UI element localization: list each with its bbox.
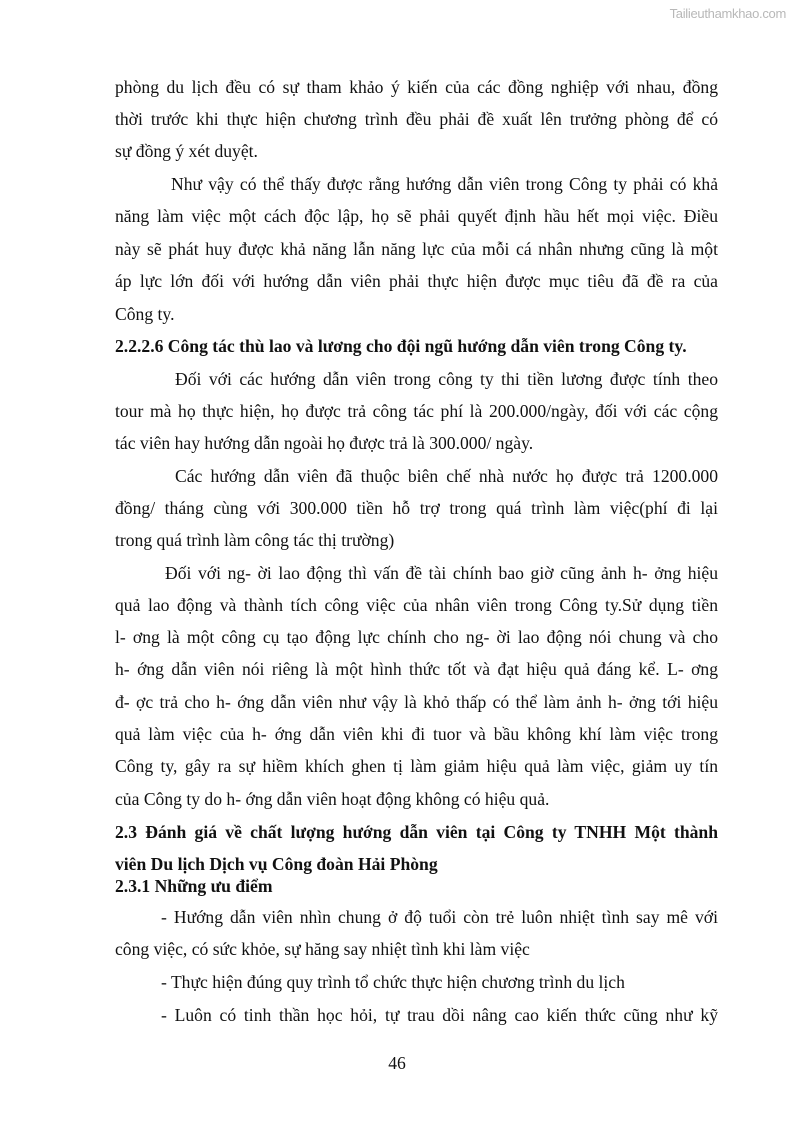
text-line: năng làm việc một cách độc lập, họ sẽ phải quyết định hầu hết mọi việc. Điều: [115, 206, 718, 226]
text-line: quả làm việc của h- ớng dẫn viên khi đi tuor và bầu không khí làm việc trong: [115, 724, 718, 744]
text-line: đ- ợc trả cho h- ớng dẫn viên như vậy là khỏ thấp có thể làm ảnh h- ởng tới hiệu: [115, 692, 718, 712]
section-heading-line: 2.2.2.6 Công tác thù lao và lương cho đội ngũ hướng dẫn viên trong Công ty.: [115, 336, 687, 356]
text-line: tác viên hay hướng dẫn ngoài họ được trả là 300.000/ ngày.: [115, 433, 534, 453]
text-line: phòng du lịch đều có sự tham khảo ý kiến của các đồng nghiệp với nhau, đồng: [115, 77, 718, 97]
section-heading-line: 2.3 Đánh giá về chất lượng hướng dẫn viên tại Công ty TNHH Một thành: [115, 822, 718, 842]
text-line: sự đồng ý xét duyệt.: [115, 141, 258, 161]
text-line: Đối với các hướng dẫn viên trong công ty thi tiền lương được tính theo: [175, 369, 718, 389]
text-line: thời trước khi thực hiện chương trình đều phải đề xuất lên trưởng phòng để có: [115, 109, 718, 129]
text-line: công việc, có sức khỏe, sự hăng say nhiệt tình khi làm việc: [115, 939, 530, 959]
section-heading-line: viên Du lịch Dịch vụ Công đoàn Hải Phòng: [115, 854, 438, 874]
text-line: trong quá trình làm công tác thị trường): [115, 530, 395, 550]
watermark: Tailieuthamkhao.com: [669, 6, 786, 21]
text-line: đồng/ tháng cùng với 300.000 tiền hỗ trợ trong quá trình làm việc(phí đi lại: [115, 498, 718, 518]
text-line: Như vậy có thể thấy được rằng hướng dẫn viên trong Công ty phải có khả: [171, 174, 718, 194]
text-line: l- ơng là một công cụ tạo động lực chính cho ng- ời lao động nói chung và cho: [115, 627, 718, 647]
page-number: 46: [388, 1053, 406, 1073]
text-line: h- ớng dẫn viên nói riêng là một hình thức tốt và đạt hiệu quả đáng kể. L- ơng: [115, 659, 718, 679]
text-line: này sẽ phát huy được khả năng lẫn năng lực của mỗi cá nhân nhưng cũng là một: [115, 239, 718, 259]
section-heading-line: 2.3.1 Những ưu điểm: [115, 876, 273, 896]
text-line: Công ty.: [115, 304, 175, 324]
text-line: Đối với ng- ời lao động thì vấn đề tài chính bao giờ cũng ảnh h- ởng hiệu: [165, 563, 718, 583]
text-line: của Công ty do h- ớng dẫn viên hoạt động không có hiệu quả.: [115, 789, 550, 809]
text-line: áp lực lớn đối với hướng dẫn viên phải thực hiện được mục tiêu đã đề ra của: [115, 271, 718, 291]
text-line: - Thực hiện đúng quy trình tổ chức thực hiện chương trình du lịch: [161, 972, 625, 992]
text-line: Công ty, gây ra sự hiềm khích ghen tị làm giảm hiệu quả làm việc, giảm uy tín: [115, 756, 718, 776]
text-line: - Hướng dẫn viên nhìn chung ở độ tuổi còn trẻ luôn nhiệt tình say mê với: [161, 907, 718, 927]
text-line: tour mà họ thực hiện, họ được trả công tác phí là 200.000/ngày, đối với các cộng: [115, 401, 718, 421]
text-line: quả lao động và thành tích công việc của nhân viên trong Công ty.Sử dụng tiền: [115, 595, 718, 615]
text-line: - Luôn có tinh thần học hỏi, tự trau dồi nâng cao kiến thức cũng như kỹ: [161, 1005, 718, 1025]
text-line: Các hướng dẫn viên đã thuộc biên chế nhà nước họ được trả 1200.000: [175, 466, 718, 486]
